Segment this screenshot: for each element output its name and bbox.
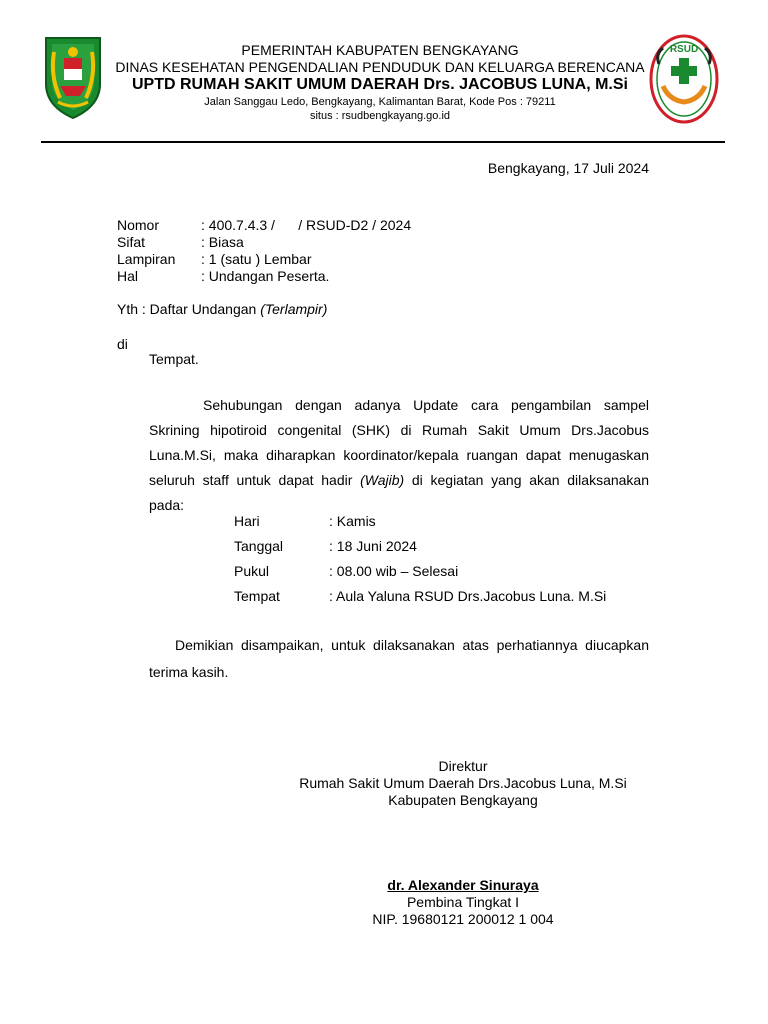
meta-label: Lampiran [117,251,176,267]
meta-row-number [117,217,411,234]
body-emphasis: (Wajib) [360,472,405,488]
meta-row-subject [117,268,411,285]
body-paragraph [149,393,649,518]
signature-header [298,758,628,809]
letter-body [149,393,649,518]
signer-title: Direktur [438,758,488,774]
regency-emblem-logo [40,32,106,120]
letterhead-address: Jalan Sanggau Ledo, Bengkayang, Kalimantan Barat, Kode Pos : 79211 [204,96,556,108]
letterhead-divider [41,141,725,143]
meta-row-nature [117,234,411,251]
event-label: Tanggal [234,538,284,554]
meta-value: : Biasa [201,234,244,250]
event-value: : Aula Yaluna RSUD Drs.Jacobus Luna. M.Si [329,588,607,604]
meta-row-attachment [117,251,411,268]
event-row-venue [234,584,606,609]
letterhead-government: PEMERINTAH KABUPATEN BENGKAYANG [241,42,519,58]
meta-value: : 400.7.4.3 / / RSUD-D2 / 2024 [201,217,412,233]
letterhead-department: DINAS KESEHATAN PENGENDALIAN PENDUDUK DAN KELUARGA BERENCANA [115,59,645,75]
recipient-note: (Terlampir) [260,301,328,317]
body-text-1: Sehubungan dengan adanya Update cara pengambilan sampel Skrining hipotiroid congenital (SHK) di Rumah Sakit Umum Drs.Jacobus Luna.M.Si, maka diharapkan koordinator/kepala ruangan dapat menugaskan seluruh staff untuk dapat hadir [149,397,649,488]
event-value: : 18 Juni 2024 [329,538,417,554]
event-row-date [234,534,606,559]
meta-value: : 1 (satu ) Lembar [201,251,312,267]
event-label: Hari [234,513,260,529]
meta-label: Hal [117,268,139,284]
letterhead-website: situs : rsudbengkayang.go.id [309,110,451,122]
signer-rank: Pembina Tingkat I [406,894,520,910]
signer-region: Kabupaten Bengkayang [388,792,538,808]
letter-meta [117,217,411,285]
closing-text: Demikian disampaikan, untuk dilaksanakan atas perhatiannya diucapkan terima kasih. [149,637,649,680]
signer-nip: NIP. 19680121 200012 1 004 [372,911,554,927]
closing-paragraph [149,632,649,686]
event-details [234,509,606,609]
event-row-day [234,509,606,534]
letter-date: Bengkayang, 17 Juli 2024 [487,160,649,176]
meta-label: Sifat [117,234,146,250]
signer-organization: Rumah Sakit Umum Daerah Drs.Jacobus Luna, M.Si [299,775,627,791]
event-label: Pukul [234,563,270,579]
body-text-2: di kegiatan yang akan dilaksanakan pada: [149,472,649,513]
event-label: Tempat [234,588,280,604]
recipient-place: Tempat. [149,351,199,367]
rsud-logo-text: RSUD [669,44,699,55]
event-row-time [234,559,606,584]
event-value: : Kamis [329,513,376,529]
meta-label: Nomor [117,217,160,233]
event-value: : 08.00 wib – Selesai [329,563,459,579]
signature-footer [300,877,626,928]
recipient-di: di [117,336,128,352]
letterhead-hospital-name: UPTD RUMAH SAKIT UMUM DAERAH Drs. JACOBUS LUNA, M.Si [131,76,628,93]
recipient-line [117,301,327,317]
signer-name: dr. Alexander Sinuraya [387,877,539,893]
meta-value: : Undangan Peserta. [201,268,330,284]
recipient-prefix: Yth : Daftar Undangan [117,301,261,317]
